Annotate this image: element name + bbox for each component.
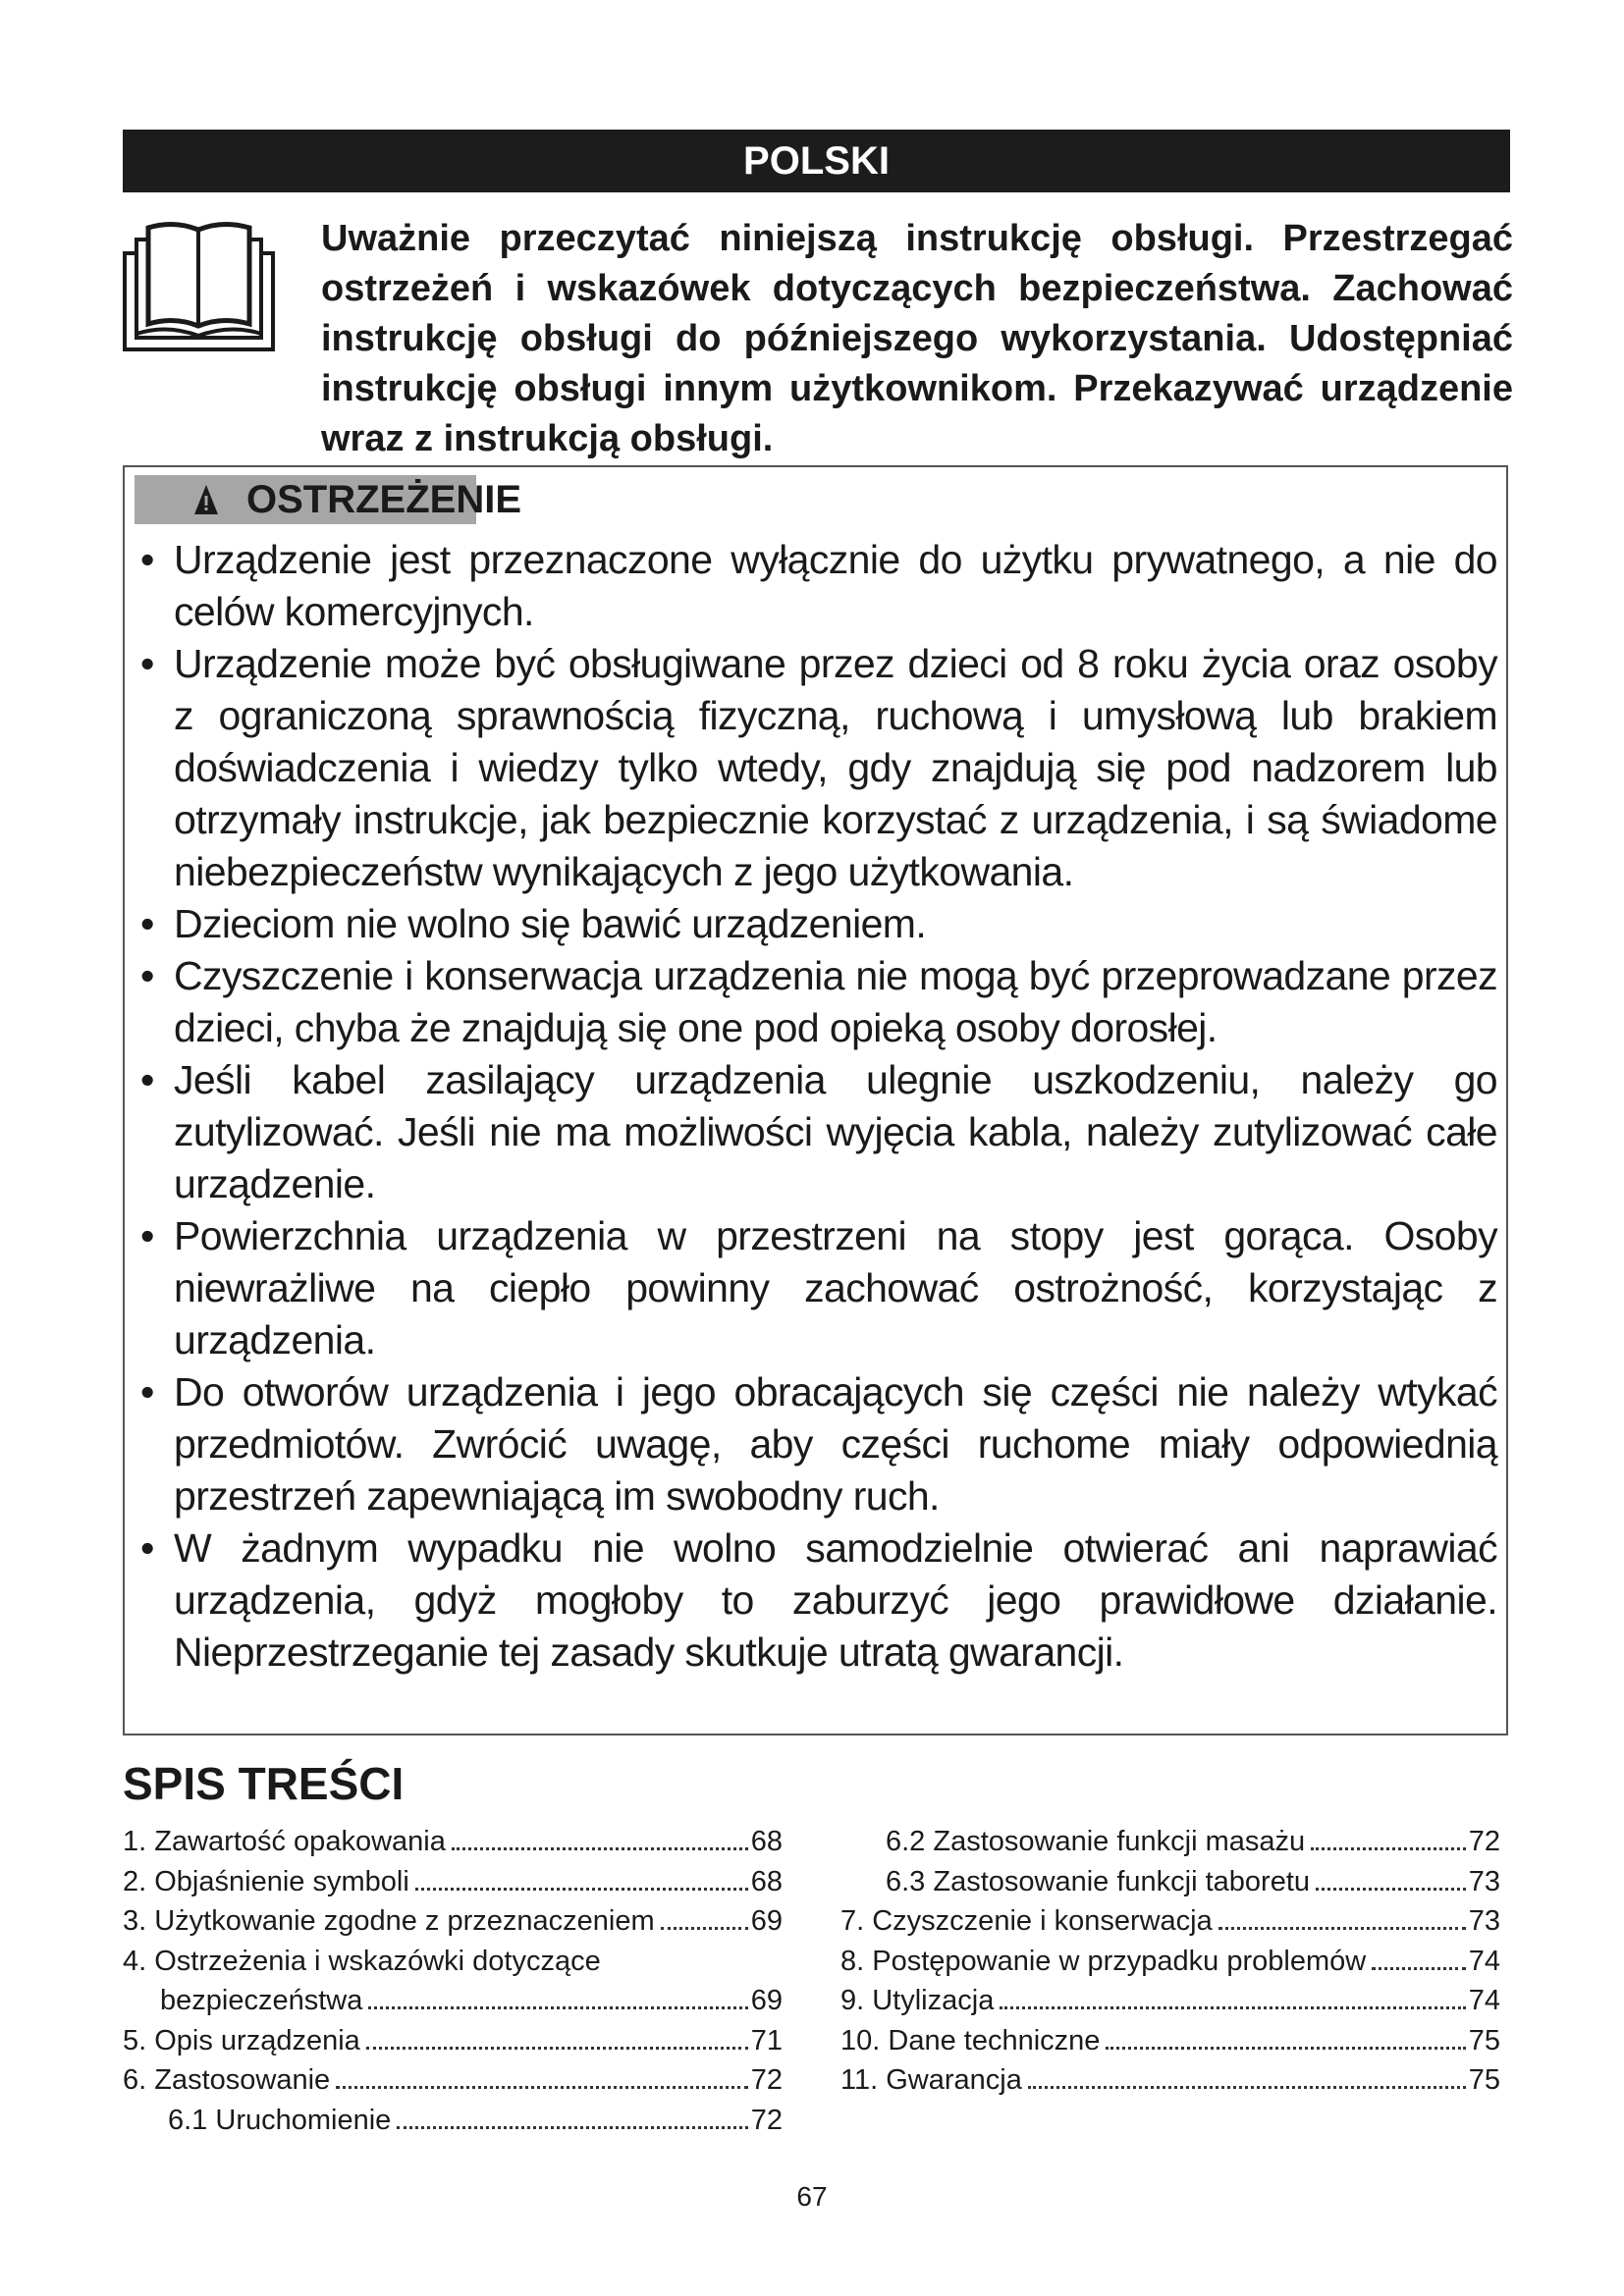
warning-item: • Urządzenie jest przeznaczone wyłącznie do użytku prywatnego, a nie do celów komercyjnych. bbox=[133, 534, 1497, 638]
toc-entry[interactable]: 6.1 Uruchomienie 72 bbox=[168, 2104, 783, 2136]
toc-entry[interactable]: 10. Dane techniczne 75 bbox=[840, 2024, 1500, 2056]
warning-item: • Do otworów urządzenia i jego obracających się części nie należy wtykać przedmiotów. Zwrócić uwagę, aby części ruchome miały odpowiednią przestrzeń zapewniającą im swobodny ruch. bbox=[133, 1366, 1497, 1522]
warning-item: • Powierzchnia urządzenia w przestrzeni na stopy jest gorąca. Osoby niewrażliwe na ciepło powinny zachować ostrożność, korzystając z urządzenia. bbox=[133, 1210, 1497, 1366]
toc-left-column bbox=[123, 1822, 783, 2140]
toc-entry[interactable]: 6.2 Zastosowanie funkcji masażu 72 bbox=[886, 1826, 1500, 1857]
warning-triangle-icon bbox=[193, 484, 219, 515]
toc-entry[interactable]: 1. Zawartość opakowania 68 bbox=[123, 1826, 783, 1857]
book-icon bbox=[123, 218, 275, 351]
toc-title: SPIS TREŚCI bbox=[123, 1758, 405, 1809]
warning-item: • Dzieciom nie wolno się bawić urządzeniem. bbox=[133, 898, 1497, 950]
toc-entry[interactable]: 4. Ostrzeżenia i wskazówki dotyczące bbox=[123, 1945, 601, 1977]
warning-item: • Jeśli kabel zasilający urządzenia ulegnie uszkodzeniu, należy go zutylizować. Jeśli nie ma możliwości wyjęcia kabla, należy zutylizować całe urządzenie. bbox=[133, 1054, 1497, 1210]
toc-entry[interactable]: 2. Objaśnienie symboli 68 bbox=[123, 1865, 783, 1897]
toc-right-column bbox=[840, 1822, 1500, 2101]
warning-item: • Urządzenie może być obsługiwane przez dzieci od 8 roku życia oraz osoby z ograniczoną sprawnością fizyczną, ruchową i umysłową lub brakiem doświadczenia i wiedzy tylko wtedy, gdy znajdują się pod nadzorem lub otrzymały instrukcje, jak bezpiecznie korzystać z urządzenia, i są świadome niebezpieczeństw wynikających z jego użytkowania. bbox=[133, 638, 1497, 898]
intro-text: Uważnie przeczytać niniejszą instrukcję obsługi. Przestrzegać ostrzeżeń i wskazówek dotyczących bezpieczeństwa. Zachować instrukcję obsługi do późniejszego wykorzystania. Udostępniać instrukcję obsługi innym użytkownikom. Przekazywać urządzenie wraz z instrukcją obsługi. bbox=[321, 218, 1513, 459]
page-number: 67 bbox=[796, 2181, 828, 2212]
warning-header bbox=[135, 475, 521, 524]
toc-entry[interactable]: 6. Zastosowanie 72 bbox=[123, 2064, 783, 2096]
toc-entry[interactable]: 6.3 Zastosowanie funkcji taboretu 73 bbox=[886, 1865, 1500, 1897]
warning-title: OSTRZEŻENIE bbox=[246, 477, 522, 521]
language-header: POLSKI bbox=[123, 130, 1510, 192]
toc-entry[interactable]: 7. Czyszczenie i konserwacja 73 bbox=[840, 1905, 1500, 1937]
toc-entry[interactable]: bezpieczeństwa 69 bbox=[160, 1985, 783, 2016]
toc-entry[interactable]: 9. Utylizacja 74 bbox=[840, 1985, 1500, 2016]
toc-entry[interactable]: 3. Użytkowanie zgodne z przeznaczeniem 69 bbox=[123, 1905, 783, 1937]
toc-entry[interactable]: 11. Gwarancja 75 bbox=[840, 2064, 1500, 2096]
toc-entry[interactable]: 8. Postępowanie w przypadku problemów 74 bbox=[840, 1945, 1500, 1977]
warning-box bbox=[123, 465, 1508, 1735]
warning-list bbox=[133, 534, 1497, 1679]
warning-item: • Czyszczenie i konserwacja urządzenia nie mogą być przeprowadzane przez dzieci, chyba że znajdują się one pod opieką osoby dorosłej. bbox=[133, 950, 1497, 1054]
toc-entry[interactable]: 5. Opis urządzenia 71 bbox=[123, 2024, 783, 2056]
warning-item: • W żadnym wypadku nie wolno samodzielnie otwierać ani naprawiać urządzenia, gdyż mogłoby to zaburzyć jego prawidłowe działanie. Nieprzestrzeganie tej zasady skutkuje utratą gwarancji. bbox=[133, 1522, 1497, 1679]
